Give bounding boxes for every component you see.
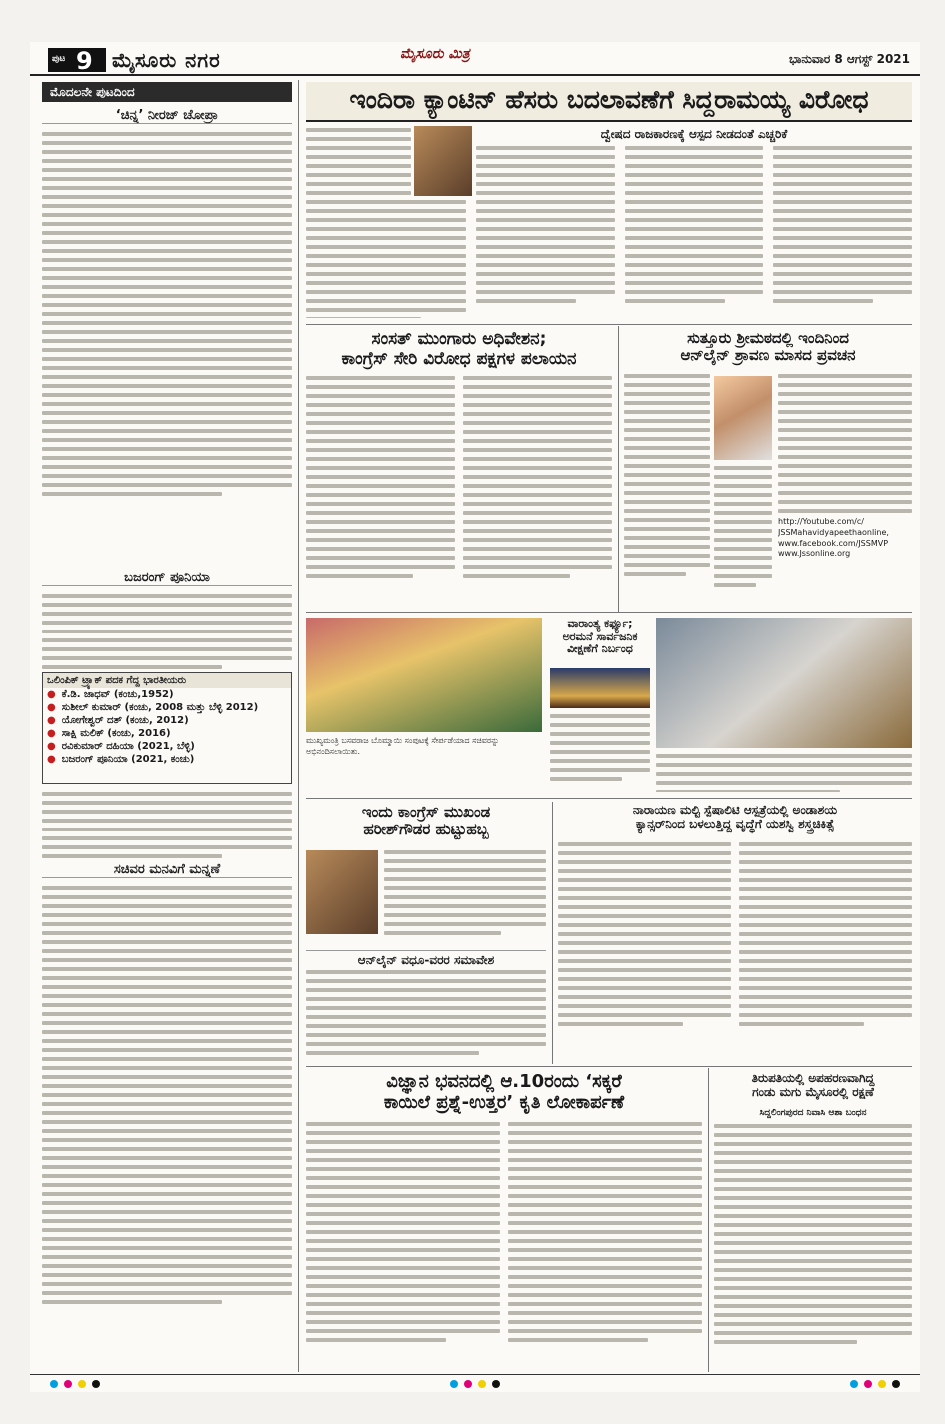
birthday-headline-line2: ಹರೀಶ್‌ಗೌಡರ ಹುಟ್ಟುಹಬ್ಬ bbox=[363, 820, 489, 839]
parliament-headline bbox=[306, 330, 612, 369]
curfew-body bbox=[550, 714, 650, 792]
siddaramaiah-photo bbox=[414, 126, 472, 196]
left-column bbox=[42, 82, 292, 1374]
harish-gowda-photo bbox=[306, 850, 378, 934]
rescue-headline-line1: ತಿರುಪತಿಯಲ್ಲಿ ಅಪಹರಣವಾಗಿದ್ದ bbox=[751, 1071, 875, 1085]
magenta-dot bbox=[464, 1380, 472, 1388]
matrimony-headline: ಆನ್‌ಲೈನ್ ವಧೂ-ವರರ ಸಮಾವೇಶ bbox=[306, 950, 546, 968]
magenta-dot bbox=[64, 1380, 72, 1388]
masthead bbox=[30, 42, 920, 76]
magenta-dot bbox=[864, 1380, 872, 1388]
page-number-badge bbox=[48, 47, 106, 75]
medal-item: ● ಬಜರಂಗ್ ಪೂನಿಯಾ (2021, ಕಂಚು) bbox=[47, 754, 195, 765]
cyan-dot bbox=[850, 1380, 858, 1388]
youtube-link-cont[interactable]: JSSMahavidyapeethaonline, bbox=[778, 527, 889, 537]
book-headline bbox=[306, 1072, 702, 1113]
book-headline-line2: ಕಾಯಿಲೆ ಪ್ರಶ್ನೆ-ಉತ್ತರ’ ಕೃತಿ ಲೋಕಾರ್ಪಣೆ bbox=[383, 1091, 625, 1113]
birthday-headline-line1: ಇಂದು ಕಾಂಗ್ರೆಸ್ ಮುಖಂಡ bbox=[361, 803, 491, 821]
rescue-headline bbox=[714, 1072, 912, 1100]
section-divider bbox=[306, 1066, 912, 1067]
photo-caption: ಮುಖ್ಯಮಂತ್ರಿ ಬಸವರಾಜ ಬೊಮ್ಮಾಯಿ ಸಂಪುಟಕ್ಕೆ ಸೇರ್ಪಡೆಯಾದ ಸಚಿವರನ್ನು ಅಭಿನಂದಿಸಲಾಯಿತು. bbox=[306, 736, 500, 756]
facebook-link[interactable]: www.facebook.com/JSSMVP bbox=[778, 538, 889, 548]
parliament-body bbox=[306, 376, 612, 608]
black-dot bbox=[492, 1380, 500, 1388]
story-bajrang-title: ಬಜರಂಗ್ ಪೂನಿಯಾ bbox=[42, 570, 292, 586]
parliament-headline-line1: ಸಂಸತ್ ಮುಂಗಾರು ಅಧಿವೇಶನ; bbox=[371, 329, 547, 349]
continued-kicker: ಮೊದಲನೇ ಪುಟದಿಂದ bbox=[42, 82, 292, 102]
medal-item: ● ಯೋಗೇಶ್ವರ್ ದತ್ (ಕಂಚು, 2012) bbox=[47, 715, 189, 726]
story-neeraj-title: ‘ಚಿನ್ನ’ ನೀರಜ್ ಚೋಪ್ರಾ bbox=[42, 108, 292, 124]
story-minister-body bbox=[42, 886, 292, 1372]
yellow-dot bbox=[78, 1380, 86, 1388]
column-divider bbox=[552, 802, 553, 1064]
hospital-headline-line2: ಕ್ಯಾನ್ಸರ್‌ನಿಂದ ಬಳಲುತ್ತಿದ್ದ ವೃದ್ಧೆಗೆ ಯಶಸ್ವಿ ಶಸ್ತ್ರಚಿಕಿತ್ಸೆ bbox=[635, 816, 835, 831]
yellow-dot bbox=[878, 1380, 886, 1388]
medals-box-title: ಒಲಿಂಪಿಕ್ ಟ್ರ್ಯಾಕ್ ಪದಕ ಗೆದ್ದ ಭಾರತೀಯರು bbox=[43, 673, 291, 688]
girl-praying-photo bbox=[714, 376, 772, 460]
page-number: 9 bbox=[76, 47, 93, 75]
suttur-body-col2 bbox=[714, 466, 772, 608]
book-headline-line1: ವಿಜ್ಞಾನ ಭವನದಲ್ಲಿ ಆ.10ರಂದು ‘ಸಕ್ಕರೆ bbox=[386, 1071, 622, 1092]
hospital-body bbox=[558, 842, 912, 1060]
story-neeraj-body bbox=[42, 132, 292, 562]
medal-item: ● ಸಾಕ್ಷಿ ಮಲಿಕ್ (ಕಂಚು, 2016) bbox=[47, 728, 171, 739]
medals-box bbox=[42, 672, 292, 784]
police-photo-caption bbox=[656, 754, 912, 792]
curfew-headline-line2: ಅರಮನೆ ಸಾರ್ವಜನಿಕ bbox=[562, 629, 638, 643]
suttur-body-col1 bbox=[624, 374, 710, 608]
story-minister-title: ಸಚಿವರ ಮನವಿಗೆ ಮನ್ನಣೆ bbox=[42, 862, 292, 878]
website-link[interactable]: www.Jssonline.org bbox=[778, 549, 851, 559]
column-divider bbox=[298, 80, 299, 1372]
police-vehicles-photo bbox=[656, 618, 912, 748]
hospital-headline-line1: ನಾರಾಯಣ ಮಲ್ಟಿ ಸ್ಪೆಷಾಲಿಟಿ ಆಸ್ಪತ್ರೆಯಲ್ಲಿ ಅಂಡಾಶಯ bbox=[632, 803, 838, 817]
ministers-felicitation-photo bbox=[306, 618, 542, 732]
suttur-links bbox=[778, 517, 912, 560]
cyan-dot bbox=[450, 1380, 458, 1388]
suttur-headline bbox=[624, 330, 912, 365]
column-divider bbox=[618, 326, 619, 612]
story-bajrang-body bbox=[42, 594, 292, 669]
matrimony-body bbox=[306, 970, 546, 1060]
section-divider bbox=[306, 612, 912, 613]
lead-subhead: ದ್ವೇಷದ ರಾಜಕಾರಣಕ್ಕೆ ಆಸ್ಪದ ನೀಡದಂತೆ ಎಚ್ಚರಿಕೆ bbox=[600, 127, 788, 141]
print-registration-strip bbox=[30, 1374, 920, 1392]
rescue-subhead: ಸಿದ್ದಲಿಂಗಪುರದ ನಿವಾಸಿ ಆಶಾ ಬಂಧನ bbox=[759, 1108, 867, 1118]
parliament-headline-line2: ಕಾಂಗ್ರೆಸ್ ಸೇರಿ ವಿರೋಧ ಪಕ್ಷಗಳ ಪಲಾಯನ bbox=[341, 348, 577, 369]
palace-photo bbox=[550, 668, 650, 708]
lead-body-cols bbox=[476, 146, 912, 318]
curfew-headline-line3: ವೀಕ್ಷಣೆಗೆ ನಿರ್ಬಂಧ bbox=[567, 642, 633, 656]
birthday-body bbox=[384, 850, 546, 942]
dateline: ಭಾನುವಾರ 8 ಆಗಸ್ಟ್ 2021 bbox=[788, 52, 910, 66]
section-divider bbox=[306, 324, 912, 325]
medal-item: ● ರವಿಕುಮಾರ್ ದಹಿಯಾ (2021, ಬೆಳ್ಳಿ) bbox=[47, 741, 195, 752]
curfew-headline-line1: ವಾರಾಂತ್ಯ ಕರ್ಫ್ಯೂ; bbox=[567, 617, 633, 630]
hospital-headline bbox=[558, 804, 912, 832]
medal-item: ● ಕೆ.ಡಿ. ಜಾಧವ್ (ಕಂಚು,1952) bbox=[47, 689, 174, 700]
suttur-headline-line2: ಆನ್‌ಲೈನ್ ಶ್ರಾವಣ ಮಾಸದ ಪ್ರವಚನ bbox=[680, 346, 856, 365]
column-divider bbox=[708, 1068, 709, 1372]
page-prefix: ಪುಟ bbox=[52, 54, 66, 64]
suttur-body-col3 bbox=[778, 374, 912, 608]
section-title: ಮೈಸೂರು ನಗರ bbox=[112, 48, 221, 72]
section-divider bbox=[306, 798, 912, 799]
black-dot bbox=[892, 1380, 900, 1388]
black-dot bbox=[92, 1380, 100, 1388]
book-body bbox=[306, 1122, 702, 1372]
suttur-headline-line1: ಸುತ್ತೂರು ಶ್ರೀಮಠದಲ್ಲಿ ಇಂದಿನಿಂದ bbox=[687, 329, 849, 347]
birthday-headline bbox=[306, 804, 546, 839]
newspaper-page bbox=[30, 42, 920, 1392]
rescue-body bbox=[714, 1124, 912, 1372]
yellow-dot bbox=[478, 1380, 486, 1388]
rescue-headline-line2: ಗಂಡು ಮಗು ಮೈಸೂರಲ್ಲಿ ರಕ್ಷಣೆ bbox=[752, 1084, 874, 1099]
youtube-link[interactable]: http://Youtube.com/c/ bbox=[778, 517, 864, 526]
medal-item: ● ಸುಶೀಲ್ ಕುಮಾರ್ (ಕಂಚು, 2008 ಮತ್ತು ಬೆಳ್ಳಿ 2012) bbox=[47, 702, 259, 713]
paper-name: ಮೈಸೂರು ಮಿತ್ರ bbox=[400, 46, 470, 62]
story-bajrang-body-cont bbox=[42, 792, 292, 858]
curfew-headline bbox=[550, 618, 650, 656]
cyan-dot bbox=[50, 1380, 58, 1388]
lead-headline: ಇಂದಿರಾ ಕ್ಯಾಂಟಿನ್ ಹೆಸರು ಬದಲಾವಣೆಗೆ ಸಿದ್ದರಾಮಯ್ಯ ವಿರೋಧ bbox=[306, 82, 912, 122]
